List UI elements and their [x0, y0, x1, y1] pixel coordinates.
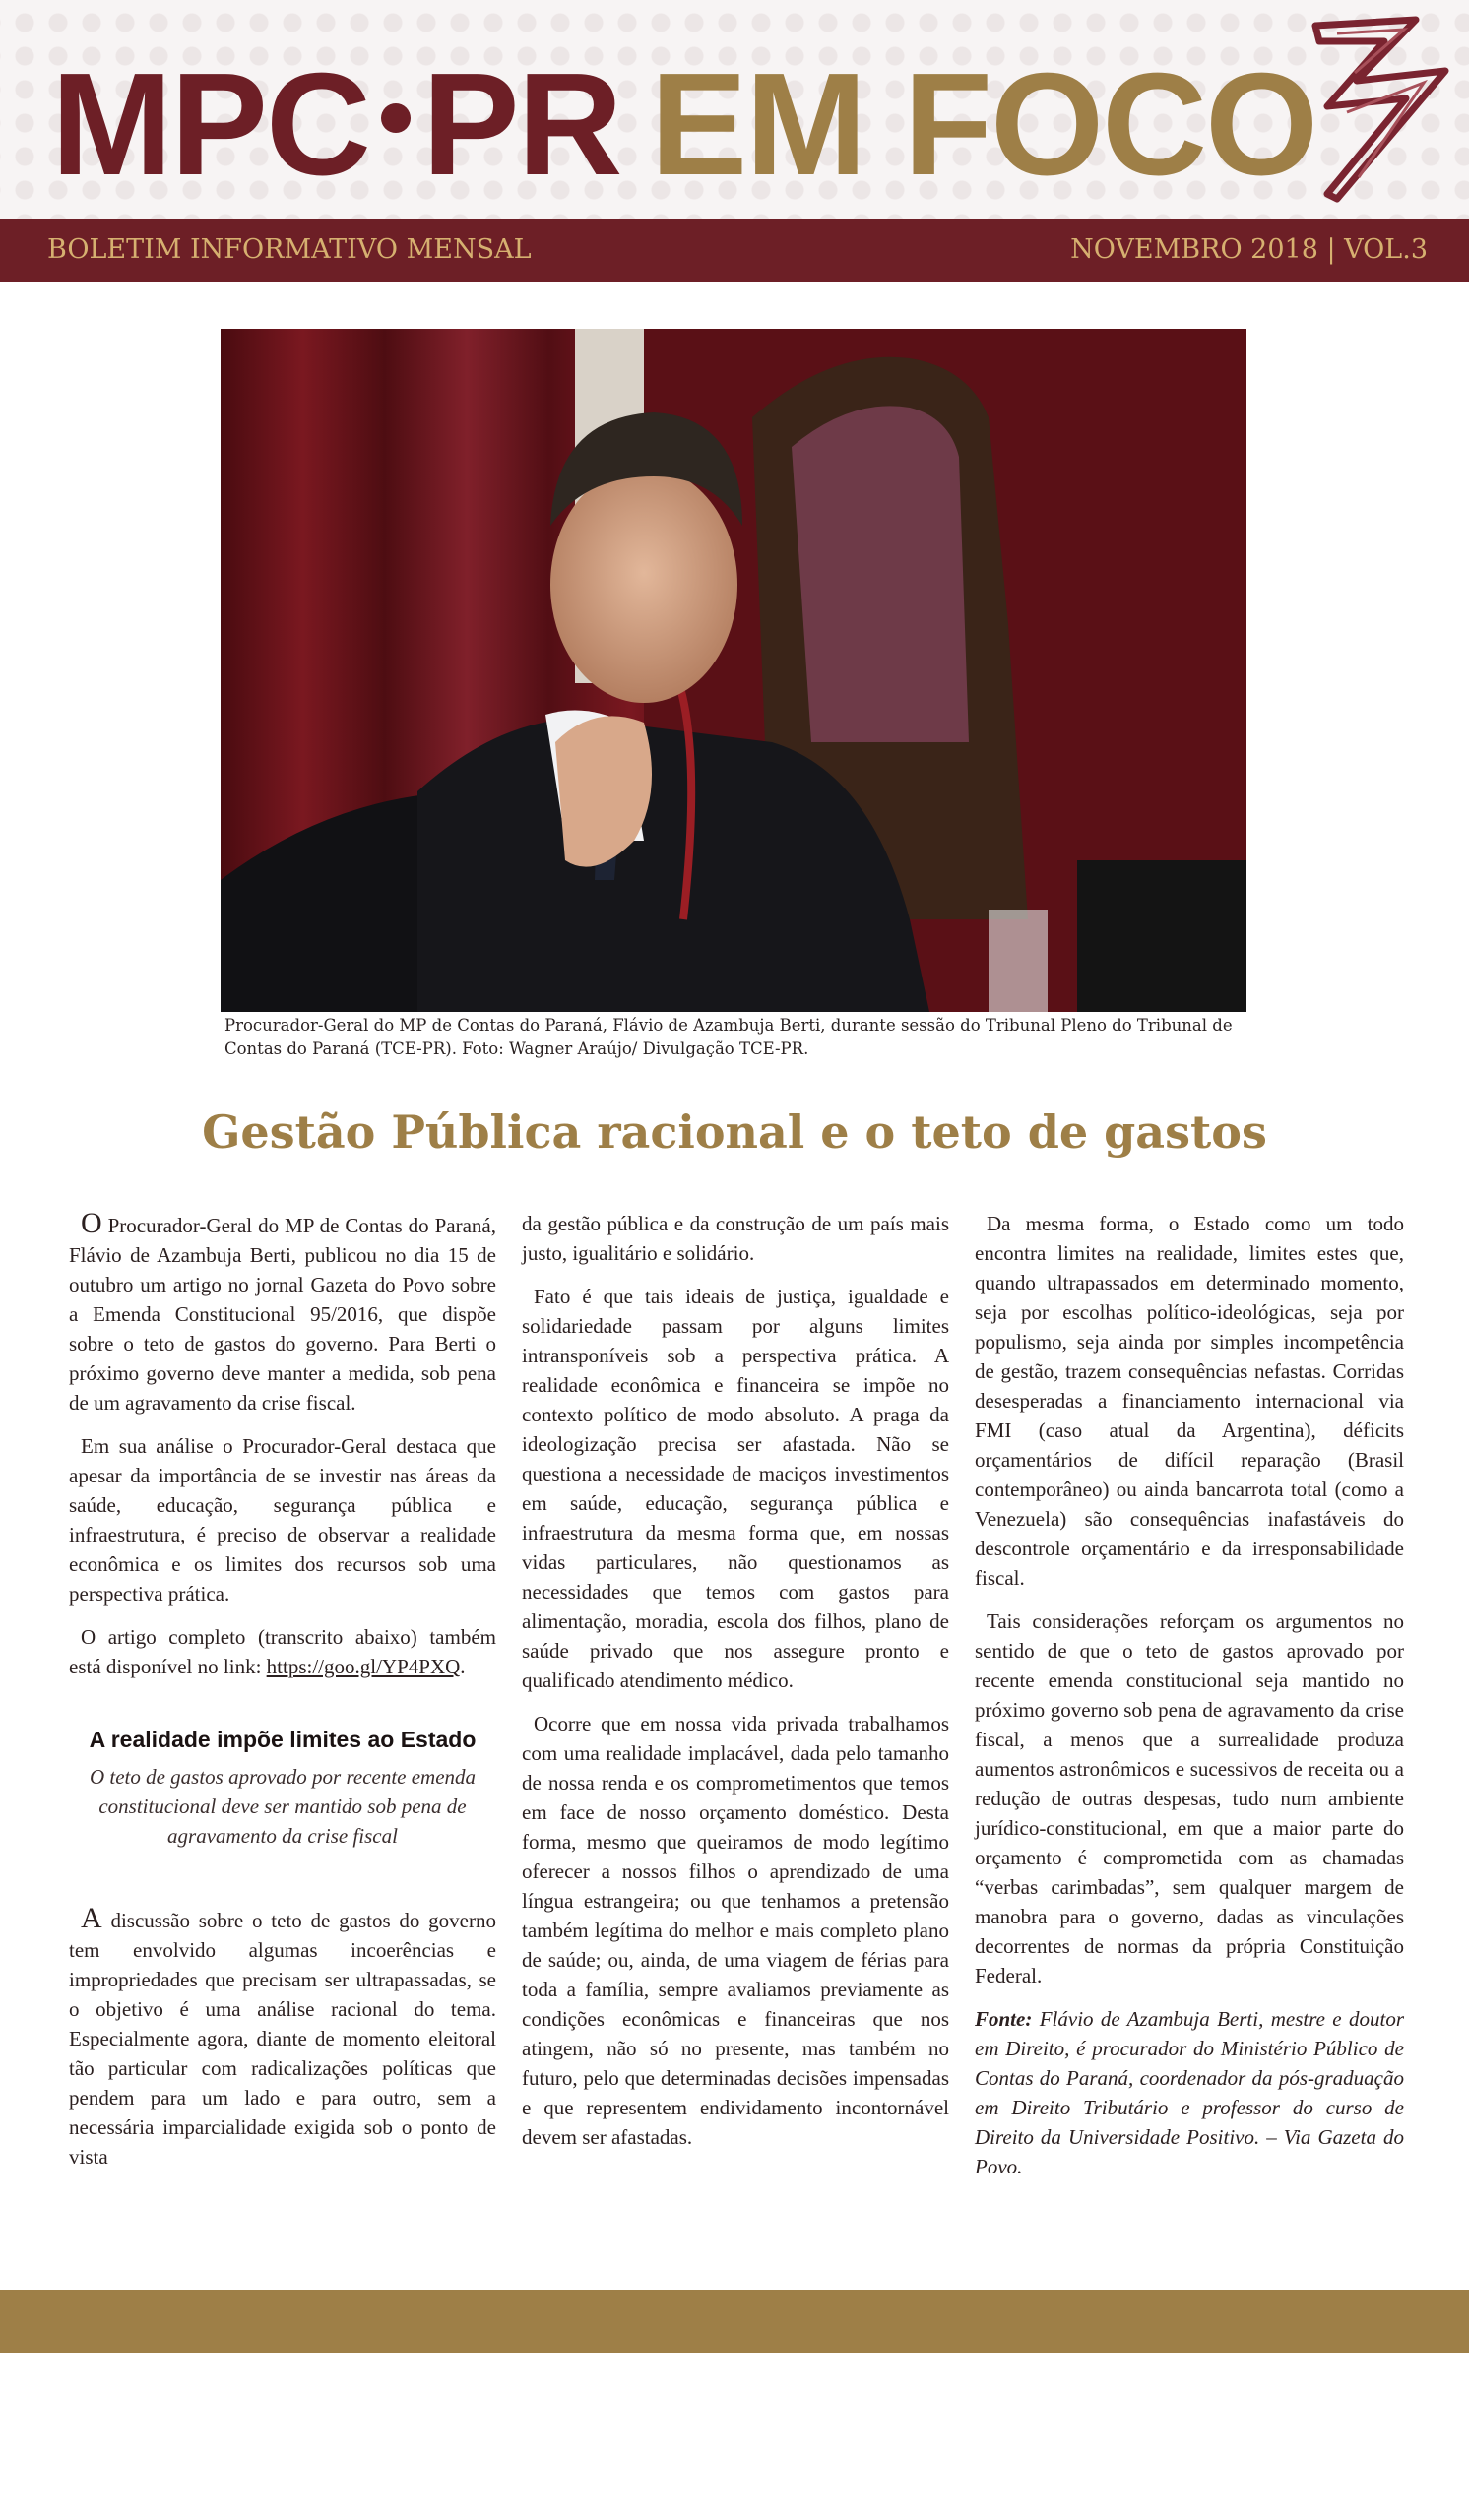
col2-paragraph-2: Fato é que tais ideais de justiça, igualdade e solidariedade passam por alguns limites intransponíveis sob a perspectiva prática. A realidade econômica e financeira se impõe no contexto político de modo absoluto. A praga da ideologização precisa ser afastada. Não se questiona a necessidade de maciços investimentos em saúde, educação, segurança pública e infraestrutura da mesma forma que, em nossas vidas particulares, não questionamos as necessidades que temos com gastos para alimentação, moradia, escola dos filhos, plano de saúde privado que nos assegure pronto e qualificado atendimento médico. — [522, 1285, 949, 1692]
article-link[interactable]: https://goo.gl/YP4PXQ — [266, 1655, 461, 1678]
photo-caption: Procurador-Geral do MP de Contas do Paraná, Flávio de Azambuja Berti, durante sessão do Tribunal Pleno do Tribunal de Contas do Paraná (TCE-PR). Foto: Wagner Araújo/ Divulgação TCE-PR. — [224, 1016, 1233, 1058]
article-column-3 — [975, 1209, 1404, 2195]
source-text: Flávio de Azambuja Berti, mestre e doutor em Direito, é procurador do Ministério Público de Contas do Paraná, coordenador da pós-graduação em Direito Tributário e professor do curso de Direito da Universidade Positivo. – Via Gazeta do Povo. — [975, 2007, 1404, 2178]
banner-edition: NOVEMBRO 2018 | VOL.3 — [1070, 234, 1428, 265]
section-subhead: A realidade impõe limites ao Estado — [89, 1727, 477, 1752]
title-pr: PR — [421, 43, 621, 206]
dropcap-a: A — [81, 1902, 102, 1934]
dropcap-o: O — [81, 1207, 102, 1239]
article-source — [975, 2004, 1404, 2181]
masthead — [0, 0, 1469, 219]
col1-paragraph-3 — [69, 1622, 496, 1681]
source-label: Fonte: — [975, 2007, 1033, 2031]
header-banner — [0, 219, 1469, 282]
col2-paragraph-3: Ocorre que em nossa vida privada trabalhamos com uma realidade implacável, dada pelo tamanho de nossa renda e os comprometimentos que temos em face de nosso orçamento doméstico. Desta forma, mesmo que queiramos de modo legítimo oferecer a nossos filhos o aprendizado de uma língua estrangeira; ou que tenhamos a pretensão também legítima do melhor e mais completo plano de saúde; ou, ainda, de uma viagem de férias para toda a família, sempre avaliamos previamente as condições econômicas e financeiras que nos atingem, não só no presente, mas também no futuro, pelo que determinadas decisões impensadas e que representem endividamento incontornável devem ser afastadas. — [522, 1712, 949, 2149]
article-column-1 — [69, 1209, 496, 2185]
photo-illustration — [221, 329, 1246, 1012]
article-photo — [221, 329, 1246, 1012]
article-headline: Gestão Pública racional e o teto de gastos — [202, 1105, 1267, 1159]
col3-paragraph-1: Da mesma forma, o Estado como um todo encontra limites na realidade, limites estes que, quando ultrapassados em determinado momento, seja por escolhas político-ideológicas, seja por populismo, seja ainda por simples incompetência de gestão, trazem consequências nefastas. Corridas desesperadas a financiamento internacional via FMI (caso atual da Argentina), déficits orçamentários de difícil reparação (Brasil contemporâneo) ou ainda bancarrota total (como a Venezuela) são consequências inafastáveis do descontrole orçamentário e da irresponsabilidade fiscal. — [975, 1212, 1404, 1590]
banner-subtitle: BOLETIM INFORMATIVO MENSAL — [47, 234, 532, 265]
footer-band — [0, 2290, 1469, 2353]
article-column-2 — [522, 1209, 949, 2166]
col1-p3-text: O artigo completo (transcrito abaixo) também está disponível no link: — [69, 1625, 496, 1678]
col2-paragraph-1: da gestão pública e da construção de um país mais justo, igualitário e solidário. — [522, 1212, 949, 1265]
col1-paragraph-2: Em sua análise o Procurador-Geral destaca que apesar da importância de se investir nas áreas da saúde, educação, segurança pública e infraestrutura, é preciso de observar a realidade econômica e os limites dos recursos sob uma perspectiva prática. — [69, 1434, 496, 1606]
title-mpc: MPC — [51, 43, 369, 206]
col1-p4-text: discussão sobre o teto de gastos do governo tem envolvido algumas incoerências e impropriedades que precisam ser ultrapassadas, se o objetivo é uma análise racional do tema. Especialmente agora, diante de momento eleitoral tão particular com radicalizações políticas que pendem para um lado e para outro, sem a necessária imparcialidade exigida sob o ponto de vista — [69, 1909, 496, 2169]
title-dot — [381, 103, 411, 133]
col1-p3-end: . — [460, 1655, 466, 1678]
col3-paragraph-2: Tais considerações reforçam os argumentos no sentido de que o teto de gastos aprovado por recente emenda constitucional seja mantido no próximo governo sob pena de agravamento da crise fiscal, a menos que a surrealidade produza aumentos astronômicos e sucessivos de receita ou a redução de outras despesas, tudo num ambiente jurídico-constitucional, em que a maior parte do orçamento é comprometida com as chamadas “verbas carimbadas”, sem qualquer margem de manobra para o governo, dadas as vinculações decorrentes de normas da própria Constituição Federal. — [975, 1609, 1404, 1987]
section-subtitle: O teto de gastos aprovado por recente emenda constitucional deve ser mantido sob pena de agravamento da crise fiscal — [89, 1765, 477, 1848]
title-em-foco: EM FOCO — [650, 43, 1317, 206]
mpc-logo-swoosh-icon — [1298, 12, 1455, 209]
newsletter-title — [51, 43, 1317, 206]
col1-paragraph-1 — [69, 1209, 496, 1418]
col1-paragraph-4 — [69, 1904, 496, 2172]
col1-p1-text: Procurador-Geral do MP de Contas do Paraná, Flávio de Azambuja Berti, publicou no dia 15 de outubro um artigo no jornal Gazeta do Povo sobre a Emenda Constitucional 95/2016, que dispõe sobre o teto de gastos do governo. Para Berti o próximo governo deve manter a medida, sob pena de um agravamento da crise fiscal. — [69, 1214, 496, 1415]
